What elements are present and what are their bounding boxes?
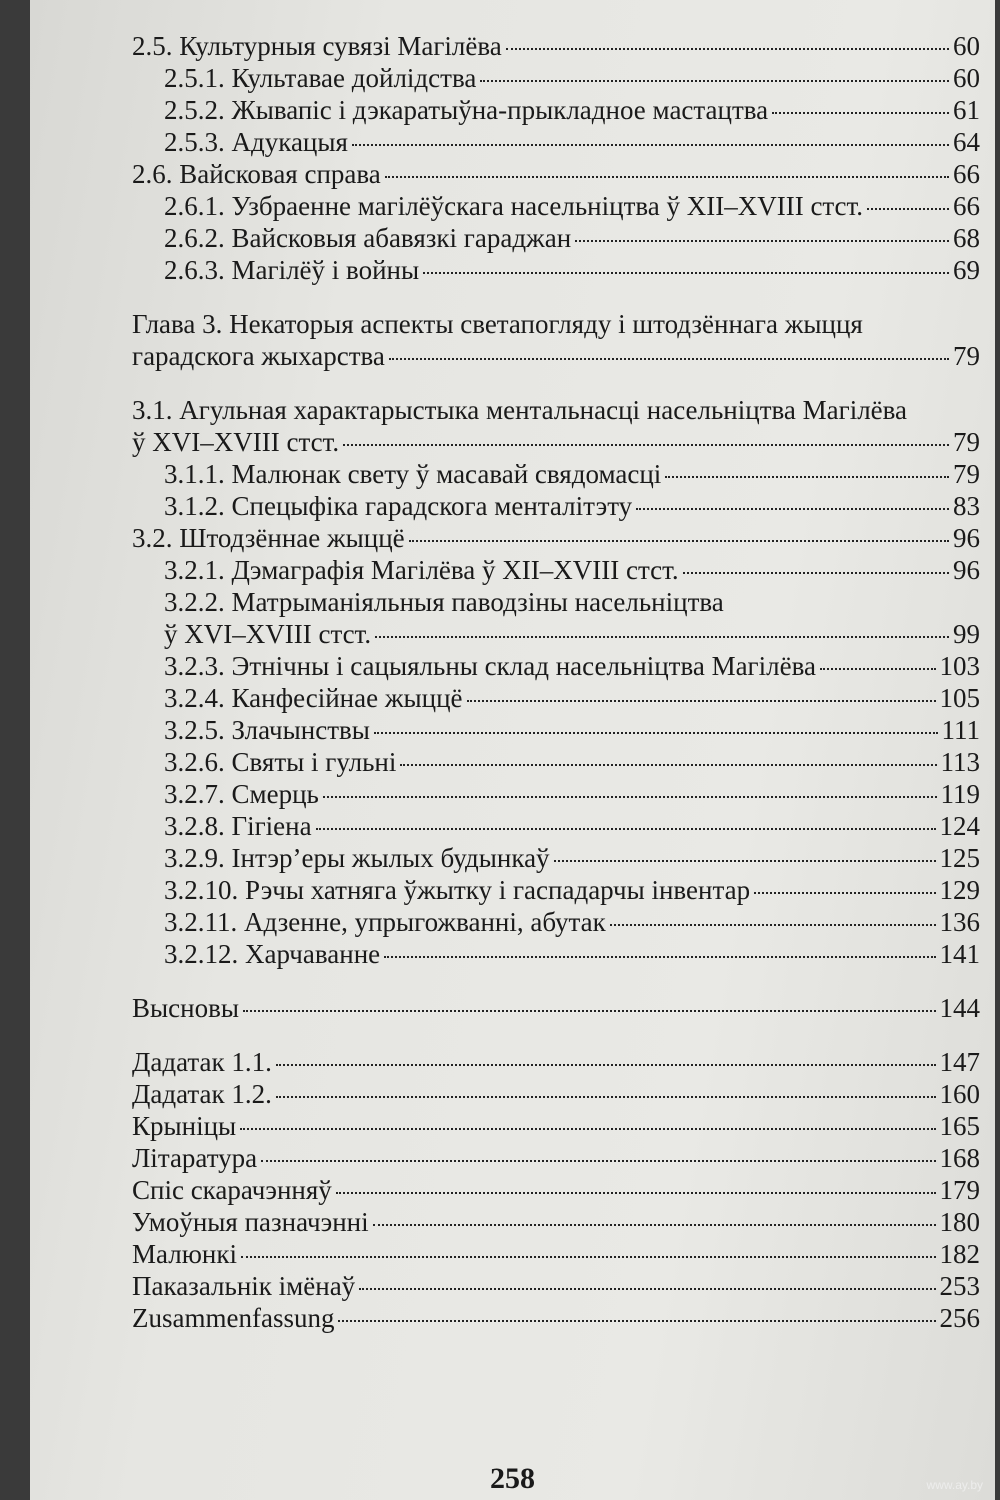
toc-section322-line1: 3.2.2. Матрыманіяльныя паводзіны насельніцтва <box>164 587 724 617</box>
toc-page-number: 79 <box>953 427 980 457</box>
dot-leader <box>665 476 949 478</box>
toc-page-number: 83 <box>953 491 980 521</box>
toc-entry-title: 3.2.9. Інтэр’еры жылых будынкаў <box>164 843 550 873</box>
toc-page-number: 160 <box>939 1079 980 1109</box>
toc-page-number: 129 <box>939 875 980 905</box>
dot-leader <box>554 860 936 862</box>
dot-leader <box>241 1256 936 1258</box>
toc-entry <box>118 340 980 372</box>
dot-leader <box>359 1288 935 1290</box>
dot-leader <box>276 1096 936 1098</box>
toc-chapter3-heading <box>118 308 980 372</box>
toc-entry <box>118 1110 980 1142</box>
watermark: www.ay.by <box>926 1478 983 1492</box>
dot-leader <box>240 1128 935 1130</box>
toc-entry-title: 3.1.2. Спецыфіка гарадскога менталітэту <box>164 491 633 521</box>
dot-leader <box>480 80 949 82</box>
toc-entry-title: 2.6.2. Вайсковыя абавязкі гараджан <box>164 223 572 253</box>
toc-page-number: 168 <box>939 1143 980 1173</box>
dot-leader <box>374 732 938 734</box>
toc-entry <box>118 618 980 650</box>
dot-leader <box>338 1320 935 1322</box>
toc-entry <box>118 1142 980 1174</box>
toc-entry <box>118 810 980 842</box>
toc-entry <box>118 254 980 286</box>
toc-page-number: 179 <box>939 1175 980 1205</box>
toc-entry-title: 3.2.6. Святы і гульні <box>164 747 397 777</box>
toc-entry-title: 3.2.3. Этнічны і сацыяльны склад насельніцтва Магілёва <box>164 651 816 681</box>
toc-page-number: 96 <box>953 555 980 585</box>
toc-entry-title: 3.1.1. Малюнак свету ў масавай свядомасці <box>164 459 662 489</box>
dot-leader <box>373 1224 936 1226</box>
toc-entry-title: Дадатак 1.2. <box>132 1079 272 1109</box>
toc-entry <box>118 1046 980 1078</box>
dot-leader <box>276 1064 936 1066</box>
dot-leader <box>506 48 949 50</box>
toc-entry <box>118 1174 980 1206</box>
dot-leader <box>389 358 949 360</box>
toc-page-number: 79 <box>953 341 980 371</box>
toc-entry <box>118 490 980 522</box>
toc-entry-title: 2.5.2. Жывапіс і дэкаратыўна-прыкладное мастацтва <box>164 95 769 125</box>
toc-entry-title: 2.5. Культурныя сувязі Магілёва <box>132 31 502 61</box>
dot-leader <box>683 572 949 574</box>
toc-page-number: 64 <box>953 127 980 157</box>
toc-chapter3-line1: Глава 3. Некаторыя аспекты светапогляду і штодзённага жыцця <box>132 309 863 339</box>
dot-leader <box>375 636 949 638</box>
toc-entry <box>118 30 980 62</box>
toc-entry <box>118 554 980 586</box>
toc-entry <box>118 94 980 126</box>
toc-page-number: 66 <box>953 159 980 189</box>
toc-entry-title: 2.5.1. Культавае дойлідства <box>164 63 477 93</box>
toc-page-number: 256 <box>939 1303 980 1333</box>
dot-leader <box>610 924 936 926</box>
toc-entry <box>118 746 980 778</box>
toc-entry-title: 2.6.3. Магілёў і войны <box>164 255 420 285</box>
toc-page-number: 69 <box>953 255 980 285</box>
toc-entry-title: Дадатак 1.1. <box>132 1047 272 1077</box>
toc-entry-title: Zusammenfassung <box>132 1303 335 1333</box>
dot-leader <box>316 828 936 830</box>
toc-group-section32 <box>118 650 980 970</box>
toc-page-number: 105 <box>939 683 980 713</box>
dot-leader <box>352 144 949 146</box>
toc-page-number: 144 <box>939 993 980 1023</box>
dot-leader <box>867 208 949 210</box>
toc-entry <box>118 714 980 746</box>
toc-page-number: 124 <box>939 811 980 841</box>
dot-leader <box>400 764 936 766</box>
dot-leader <box>343 444 949 446</box>
table-of-contents <box>118 30 980 1334</box>
toc-entry <box>118 938 980 970</box>
toc-page-number: 113 <box>940 747 980 777</box>
toc-entry-title: 2.6.1. Узбраенне магілёўскага насельніцтва ў XII–XVIII стст. <box>164 191 864 221</box>
toc-entry <box>118 458 980 490</box>
dot-leader <box>336 1192 936 1194</box>
toc-page-number: 165 <box>939 1111 980 1141</box>
toc-entry <box>118 190 980 222</box>
toc-entry <box>118 522 980 554</box>
toc-page-number: 61 <box>953 95 980 125</box>
toc-page-number: 68 <box>953 223 980 253</box>
toc-section322-line2: ў XVI–XVIII стст. <box>164 619 372 649</box>
toc-page-number: 103 <box>939 651 980 681</box>
toc-page-number: 111 <box>941 715 980 745</box>
toc-page-number: 99 <box>953 619 980 649</box>
toc-page-number: 119 <box>940 779 980 809</box>
toc-conclusions <box>118 992 980 1024</box>
toc-entry <box>118 1206 980 1238</box>
toc-entry-title: Паказальнік імёнаў <box>132 1271 356 1301</box>
toc-entry <box>118 906 980 938</box>
toc-group-section31 <box>118 458 980 586</box>
dot-leader <box>575 240 949 242</box>
toc-entry <box>118 778 980 810</box>
toc-entry-title: Літаратура <box>132 1143 258 1173</box>
book-page <box>30 0 995 1500</box>
page-number: 258 <box>490 1462 535 1495</box>
toc-entry-title: 3.2.4. Канфесійнае жыццё <box>164 683 463 713</box>
toc-entry <box>118 1302 980 1334</box>
toc-entry-title: 2.5.3. Адукацыя <box>164 127 348 157</box>
toc-group-chapter2 <box>118 30 980 286</box>
toc-entry <box>118 62 980 94</box>
toc-entry-title: 3.2. Штодзённае жыццё <box>132 523 405 553</box>
toc-entry-title: 3.2.12. Харчаванне <box>164 939 381 969</box>
toc-page-number: 79 <box>953 459 980 489</box>
dot-leader <box>467 700 936 702</box>
toc-group-appendices <box>118 1046 980 1334</box>
toc-entry <box>118 126 980 158</box>
toc-chapter3-line2: гарадскога жыхарства <box>132 341 385 371</box>
dot-leader <box>261 1160 935 1162</box>
toc-entry-title: 3.2.7. Смерць <box>164 779 319 809</box>
toc-page-number: 96 <box>953 523 980 553</box>
toc-entry-title: 3.2.1. Дэмаграфія Магілёва ў XII–XVIII стст. <box>164 555 679 585</box>
toc-entry-title: 3.2.5. Злачынствы <box>164 715 370 745</box>
toc-section31-line2: ў XVI–XVIII стст. <box>132 427 340 457</box>
dot-leader <box>636 508 949 510</box>
dot-leader <box>820 668 936 670</box>
toc-entry-title: Умоўныя пазначэнні <box>132 1207 369 1237</box>
toc-entry-title: 3.2.8. Гігіена <box>164 811 312 841</box>
toc-entry-title: Крыніцы <box>132 1111 237 1141</box>
toc-entry <box>118 1078 980 1110</box>
toc-page-number: 136 <box>939 907 980 937</box>
toc-page-number: 60 <box>953 31 980 61</box>
toc-page-number: 253 <box>939 1271 980 1301</box>
toc-entry-title: 2.6. Вайсковая справа <box>132 159 381 189</box>
dot-leader <box>243 1010 936 1012</box>
toc-page-number: 147 <box>939 1047 980 1077</box>
toc-entry-title: Спіс скарачэнняў <box>132 1175 332 1205</box>
toc-entry <box>118 874 980 906</box>
toc-page-number: 66 <box>953 191 980 221</box>
dot-leader <box>384 956 935 958</box>
dot-leader <box>385 176 949 178</box>
toc-entry <box>118 842 980 874</box>
toc-entry <box>118 650 980 682</box>
toc-page-number: 141 <box>939 939 980 969</box>
dot-leader <box>323 796 937 798</box>
toc-entry <box>118 1270 980 1302</box>
toc-entry <box>118 682 980 714</box>
toc-entry-title: Малюнкі <box>132 1239 237 1269</box>
toc-entry <box>118 426 980 458</box>
toc-entry-title: 3.2.10. Рэчы хатняга ўжытку і гаспадарчы інвентар <box>164 875 751 905</box>
toc-entry <box>118 1238 980 1270</box>
toc-section31-heading <box>118 394 980 458</box>
dot-leader <box>423 272 949 274</box>
toc-section322 <box>118 586 980 650</box>
toc-entry-title: 3.2.11. Адзенне, упрыгожванні, абутак <box>164 907 606 937</box>
dot-leader <box>754 892 935 894</box>
toc-page-number: 180 <box>939 1207 980 1237</box>
dot-leader <box>772 112 949 114</box>
toc-page-number: 60 <box>953 63 980 93</box>
toc-conclusions-title: Высновы <box>132 993 239 1023</box>
toc-entry <box>118 158 980 190</box>
toc-entry <box>118 222 980 254</box>
toc-page-number: 182 <box>939 1239 980 1269</box>
dot-leader <box>409 540 949 542</box>
toc-page-number: 125 <box>939 843 980 873</box>
toc-section31-line1: 3.1. Агульная характарыстыка ментальнасці насельніцтва Магілёва <box>132 395 908 425</box>
